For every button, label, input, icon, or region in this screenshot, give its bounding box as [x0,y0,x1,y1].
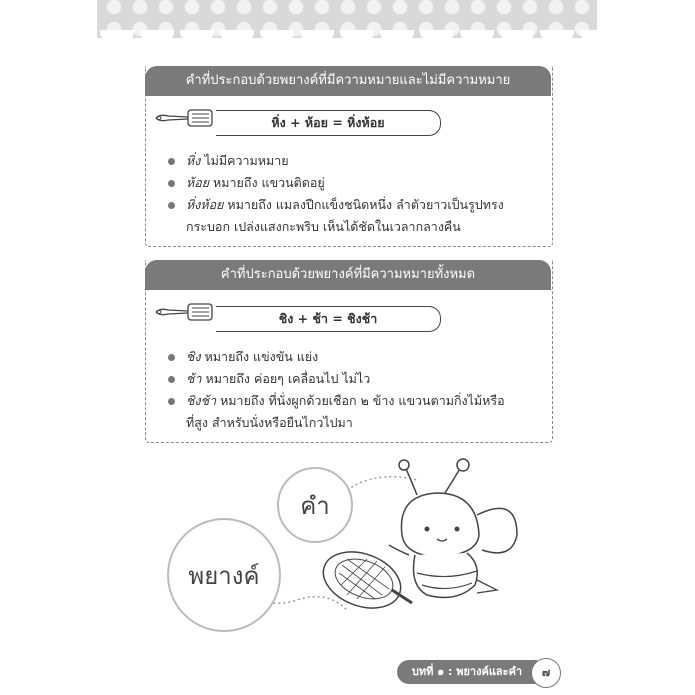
section-title-2: คำที่ประกอบด้วยพยางค์ที่มีความหมายทั้งหมด [145,260,551,290]
section-box-1 [145,66,553,247]
spatula-icon [154,104,216,132]
word-bubble-label: คำ [300,491,330,520]
formula-2: ชิง + ช้า = ชิงช้า [216,306,441,332]
list-item: ชิง หมายถึง แข่งขัน แย่ง [168,346,505,368]
list-item: ห้อย หมายถึง แขวนติดอยู่ [168,172,504,194]
spatula-icon [154,298,216,326]
list-item: หิ่ง ไม่มีความหมาย [168,150,504,172]
list-item: ช้า หมายถึง ค่อยๆ เคลื่อนไป ไม่ไว [168,368,505,390]
syllable-bubble-label: พยางค์ [188,561,260,590]
list-item-continuation: ที่สูง สำหรับนั่งหรือยืนไกวไปมา [186,415,353,430]
page-number: ๗ [531,658,561,688]
list-item: หิ่งห้อย หมายถึง แมลงปีกแข็งชนิดหนึ่ง ลำตัวยาวเป็นรูปทรง [168,194,504,216]
chapter-label: บทที่ ๑ : พยางค์และคำ [397,660,537,684]
syllable-bubble [167,518,281,632]
definition-list-1 [168,150,504,238]
book-page [97,0,597,695]
section-box-2 [145,260,553,443]
list-item: ชิงช้า หมายถึง ที่นั่งผูกด้วยเชือก ๒ ข้าง แขวนตามกิ่งไม้หรือ [168,390,505,412]
section-title-1: คำที่ประกอบด้วยพยางค์ที่มีความหมายและไม่มีความหมาย [145,66,551,96]
page-footer [397,660,597,684]
dotted-header-band [97,0,597,38]
list-item-continuation: กระบอก เปล่งแสงกะพริบ เห็นได้ชัดในเวลากลางคืน [186,219,461,234]
definition-list-2 [168,346,505,434]
bee-illustration [317,455,537,630]
formula-1: หิ่ง + ห้อย = หิ่งห้อย [216,110,441,136]
